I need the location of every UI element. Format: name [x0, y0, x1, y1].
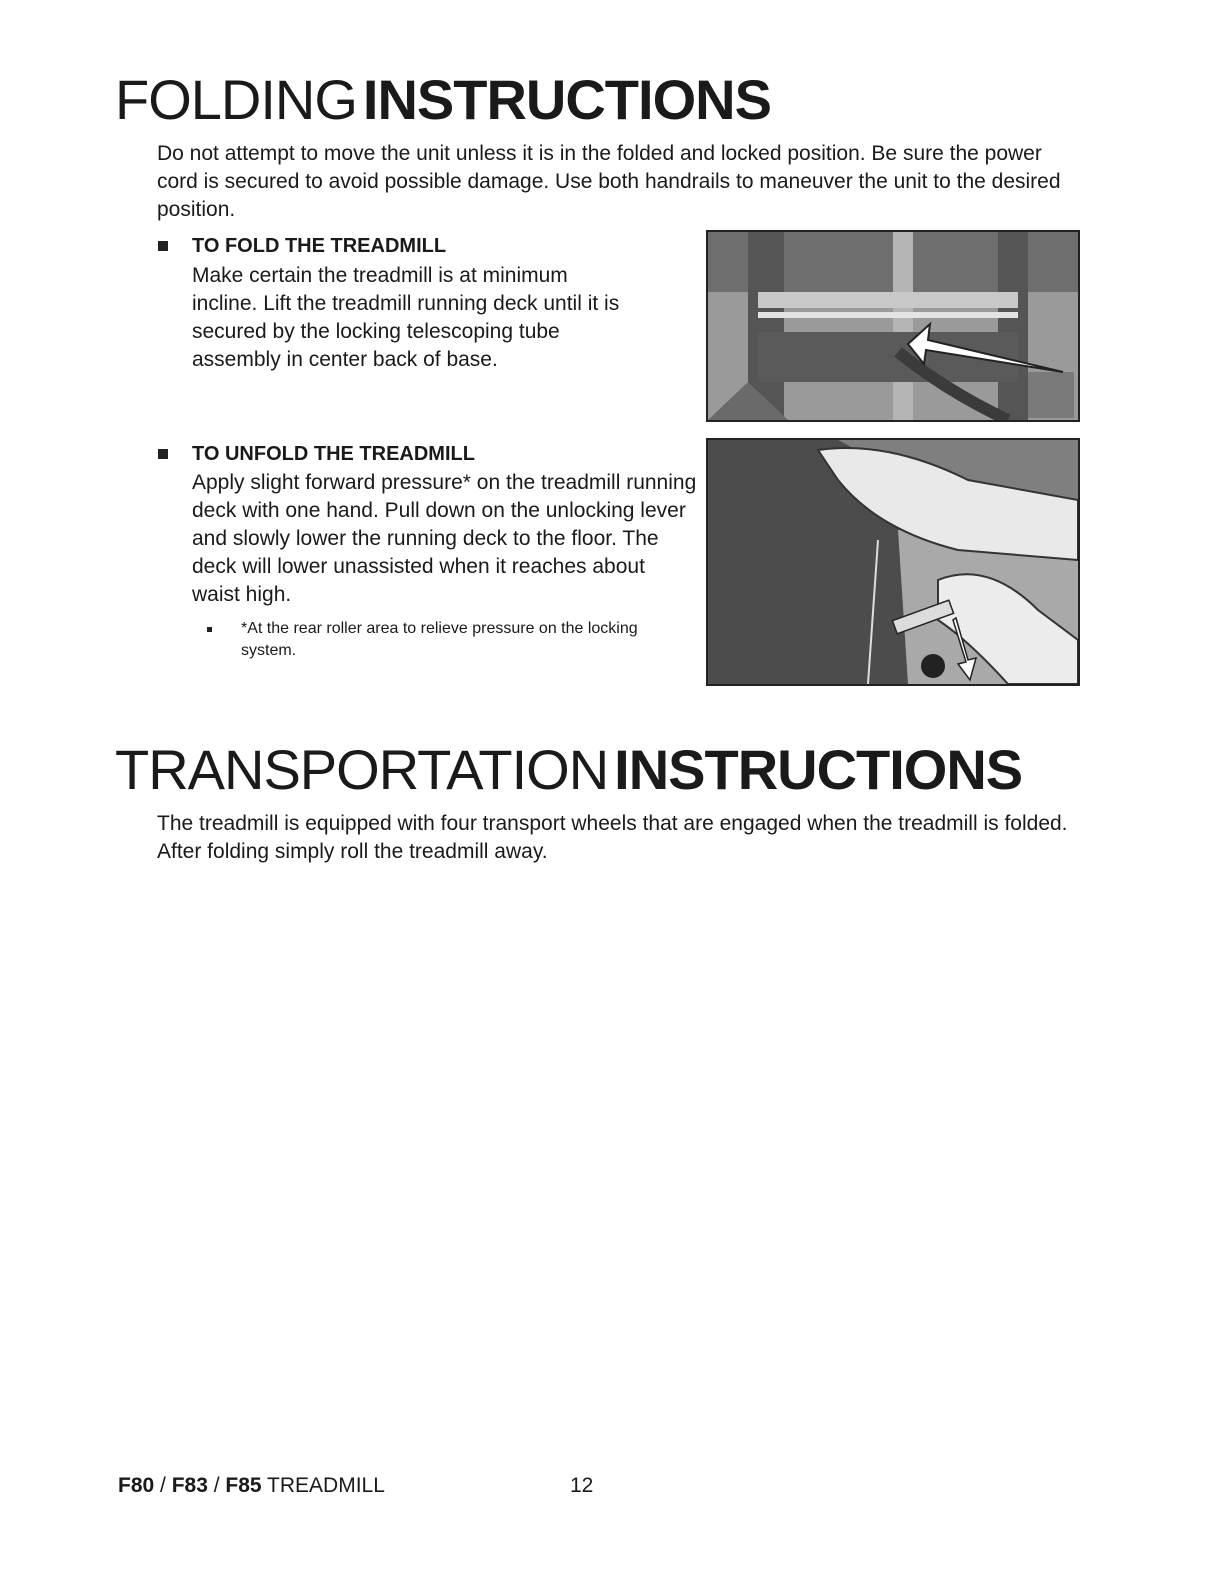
- transport-title-light: TRANSPORTATION: [115, 738, 609, 801]
- fold-bullet-icon: [158, 241, 168, 251]
- fold-heading: TO FOLD THE TREADMILL: [192, 235, 447, 257]
- model-f85: F85: [225, 1474, 262, 1497]
- unfold-note: *At the rear roller area to relieve pressure on the locking system.: [241, 620, 638, 659]
- model-f83: F83: [171, 1474, 208, 1497]
- note-bullet-icon: [207, 627, 212, 632]
- page-number: 12: [570, 1474, 594, 1497]
- footer-product: TREADMILL: [261, 1474, 385, 1497]
- slash-2: /: [207, 1474, 226, 1497]
- unfold-text: Apply slight forward pressure* on the treadmill running deck with one hand. Pull down on the unlocking lever and slowly lower the running deck to the floor. The deck will lower unassisted when it reaches about waist high.: [192, 471, 697, 606]
- slash-1: /: [154, 1474, 172, 1497]
- fold-photo: [706, 230, 1080, 422]
- transport-title-bold: INSTRUCTIONS: [614, 738, 1023, 801]
- fold-photo-illustration: [708, 232, 1078, 420]
- model-f80: F80: [118, 1474, 155, 1497]
- footer-models: [118, 1472, 385, 1500]
- transport-title: [115, 738, 1023, 801]
- unfold-photo: [706, 438, 1080, 686]
- folding-intro: Do not attempt to move the unit unless it is in the folded and locked position. Be sure the power cord is secured to avoid possible damage. Use both handrails to maneuver the unit to the desired position.: [157, 142, 1061, 221]
- folding-title: [115, 68, 771, 131]
- unfold-photo-illustration: [708, 440, 1078, 684]
- unfold-heading: TO UNFOLD THE TREADMILL: [192, 443, 475, 465]
- fold-text: Make certain the treadmill is at minimum incline. Lift the treadmill running deck until it is secured by the locking telescoping tube assembly in center back of base.: [192, 264, 620, 371]
- folding-title-light: FOLDING: [115, 68, 357, 131]
- unfold-bullet-icon: [158, 449, 168, 459]
- transport-text: The treadmill is equipped with four transport wheels that are engaged when the treadmill is folded. After folding simply roll the treadmill away.: [157, 812, 1068, 863]
- folding-title-bold: INSTRUCTIONS: [362, 68, 771, 131]
